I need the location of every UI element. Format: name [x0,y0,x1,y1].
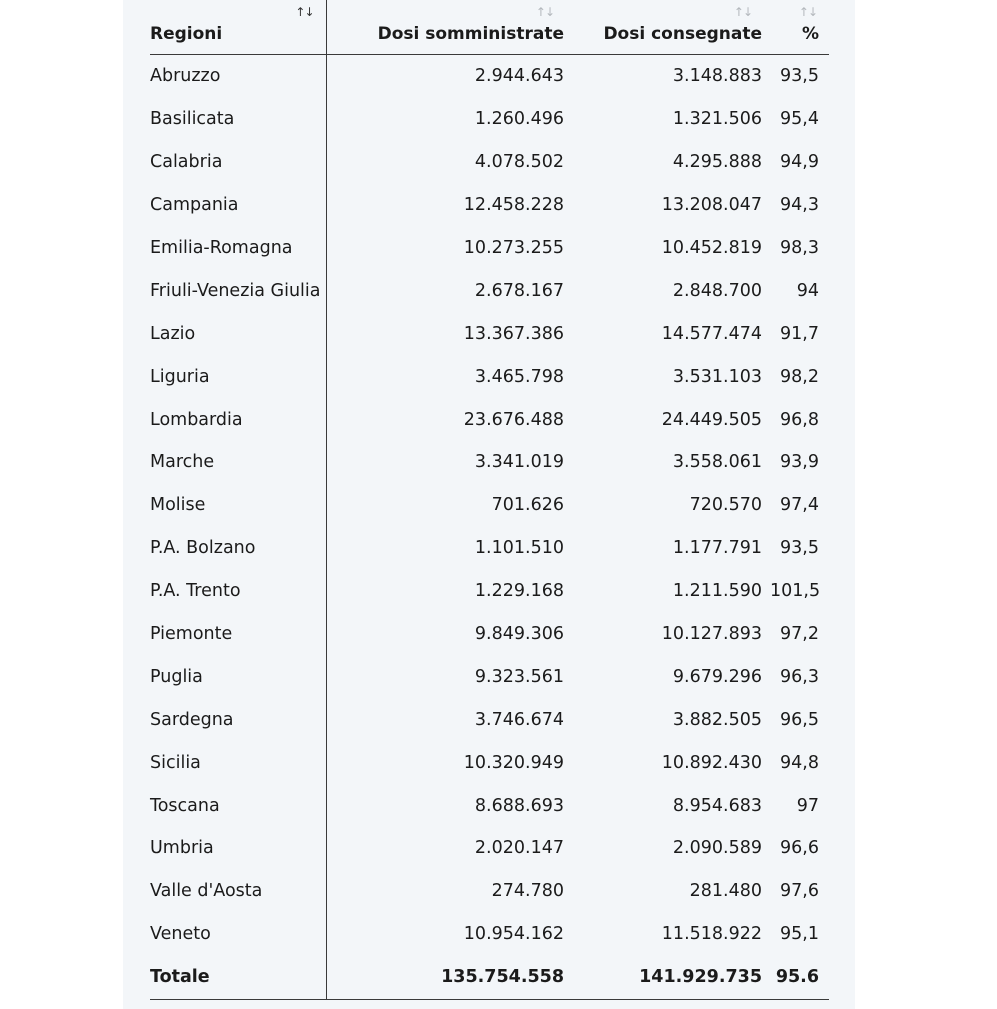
cell-region: Molise [150,484,326,527]
table-row [150,312,829,355]
cell-delivered: 281.480 [689,881,762,902]
cell-region: Lazio [150,312,326,355]
vaccine-doses-table [150,0,829,1000]
column-header-regioni[interactable] [150,0,326,55]
column-header-label: Dosi consegnate [603,24,762,44]
cell-delivered: 8.954.683 [672,795,762,816]
cell-administered: 8.688.693 [474,795,564,816]
table-row [150,870,829,913]
cell-administered: 1.101.510 [474,538,564,559]
cell-delivered: 13.208.047 [661,195,762,216]
cell-percent: 93,5 [780,66,819,87]
cell-delivered: 3.558.061 [672,452,762,473]
cell-region: Veneto [150,913,326,956]
cell-percent: 96,5 [780,709,819,730]
table-row [150,784,829,827]
cell-delivered: 720.570 [689,495,762,516]
table-row [150,398,829,441]
cell-administered: 3.465.798 [474,366,564,387]
cell-region: Toscana [150,784,326,827]
cell-region: Friuli-Venezia Giulia [150,269,326,312]
table-row [150,98,829,141]
column-header-dosi-somministrate[interactable] [326,0,572,55]
cell-percent: 91,7 [780,323,819,344]
cell-delivered: 14.577.474 [661,323,762,344]
cell-delivered: 10.892.430 [661,752,762,773]
table-row [150,527,829,570]
cell-percent: 95,1 [780,924,819,945]
cell-administered: 13.367.386 [463,323,564,344]
cell-percent: 97,4 [780,495,819,516]
table-body [150,55,829,1000]
cell-region: Piemonte [150,613,326,656]
column-header-label: Regioni [150,24,223,44]
cell-administered: 1.260.496 [474,109,564,130]
cell-delivered: 3.882.505 [672,709,762,730]
cell-administered: 2.678.167 [474,280,564,301]
cell-region: Abruzzo [150,55,326,98]
table-row [150,655,829,698]
cell-administered: 9.849.306 [474,624,564,645]
cell-region: Basilicata [150,98,326,141]
total-administered: 135.754.558 [326,956,572,999]
cell-region: P.A. Bolzano [150,527,326,570]
sort-arrows-icon[interactable]: ↑↓ [295,5,314,19]
table-row [150,570,829,613]
cell-region: Umbria [150,827,326,870]
sort-arrows-icon[interactable]: ↑↓ [733,5,752,19]
sort-arrows-icon[interactable]: ↑↓ [798,5,817,19]
cell-delivered: 11.518.922 [661,924,762,945]
table-row [150,741,829,784]
cell-percent: 98,2 [780,366,819,387]
cell-delivered: 10.127.893 [661,624,762,645]
cell-delivered: 3.148.883 [672,66,762,87]
cell-delivered: 1.177.791 [672,538,762,559]
cell-region: Valle d'Aosta [150,870,326,913]
total-label: Totale [150,956,326,999]
cell-administered: 9.323.561 [474,666,564,687]
cell-administered: 10.273.255 [463,238,564,258]
column-header-percent[interactable] [770,0,829,55]
cell-percent: 95,4 [780,109,819,130]
table-panel [123,0,855,1009]
cell-delivered: 1.211.590 [672,581,762,602]
cell-administered: 2.944.643 [474,66,564,87]
cell-percent: 97,2 [780,624,819,645]
cell-percent: 93,5 [780,538,819,559]
cell-percent: 96,8 [780,409,819,430]
cell-percent: 98,3 [780,238,819,258]
column-header-label: Dosi somministrate [377,24,564,44]
column-header-dosi-consegnate[interactable] [572,0,770,55]
cell-percent: 94,3 [780,195,819,216]
cell-percent: 97 [796,795,819,816]
table-row [150,355,829,398]
cell-percent: 101,5 [770,581,821,602]
sort-arrows-icon[interactable]: ↑↓ [535,5,554,19]
table-total-row [150,956,829,999]
table-header [150,0,829,55]
cell-delivered: 2.848.700 [672,280,762,301]
cell-region: Liguria [150,355,326,398]
table-row [150,141,829,184]
cell-percent: 96,6 [780,838,819,859]
cell-percent: 94,8 [780,752,819,773]
cell-percent: 96,3 [780,666,819,687]
cell-percent: 94 [796,280,819,301]
cell-delivered: 3.531.103 [672,366,762,387]
cell-delivered: 24.449.505 [661,409,762,430]
cell-administered: 3.341.019 [474,452,564,473]
cell-delivered: 4.295.888 [672,152,762,173]
header-row [150,0,829,55]
total-delivered: 141.929.735 [572,956,770,999]
table-row [150,227,829,270]
cell-region: Campania [150,184,326,227]
cell-administered: 4.078.502 [474,152,564,173]
cell-percent: 94,9 [780,152,819,173]
cell-delivered: 10.452.819 [661,238,762,258]
cell-administered: 1.229.168 [474,581,564,602]
table-row [150,613,829,656]
table-row [150,55,829,98]
cell-percent: 97,6 [780,881,819,902]
total-percent: 95.6 [770,956,829,999]
table-row [150,184,829,227]
cell-region: Sardegna [150,698,326,741]
table-row [150,484,829,527]
cell-delivered: 9.679.296 [672,666,762,687]
cell-administered: 274.780 [491,881,564,902]
cell-administered: 10.320.949 [463,752,564,773]
cell-administered: 10.954.162 [463,924,564,945]
table-row [150,698,829,741]
cell-region: Emilia-Romagna [150,227,326,270]
cell-delivered: 1.321.506 [672,109,762,130]
cell-region: Marche [150,441,326,484]
table-row [150,827,829,870]
cell-delivered: 2.090.589 [672,838,762,859]
cell-region: Puglia [150,655,326,698]
cell-region: Calabria [150,141,326,184]
column-header-label: % [801,24,819,44]
cell-region: Sicilia [150,741,326,784]
cell-administered: 12.458.228 [463,195,564,216]
cell-administered: 23.676.488 [463,409,564,430]
cell-percent: 93,9 [780,452,819,473]
cell-region: Lombardia [150,398,326,441]
cell-administered: 3.746.674 [474,709,564,730]
table-row [150,441,829,484]
cell-administered: 2.020.147 [474,838,564,859]
cell-administered: 701.626 [491,495,564,516]
cell-region: P.A. Trento [150,570,326,613]
table-row [150,913,829,956]
table-row [150,269,829,312]
